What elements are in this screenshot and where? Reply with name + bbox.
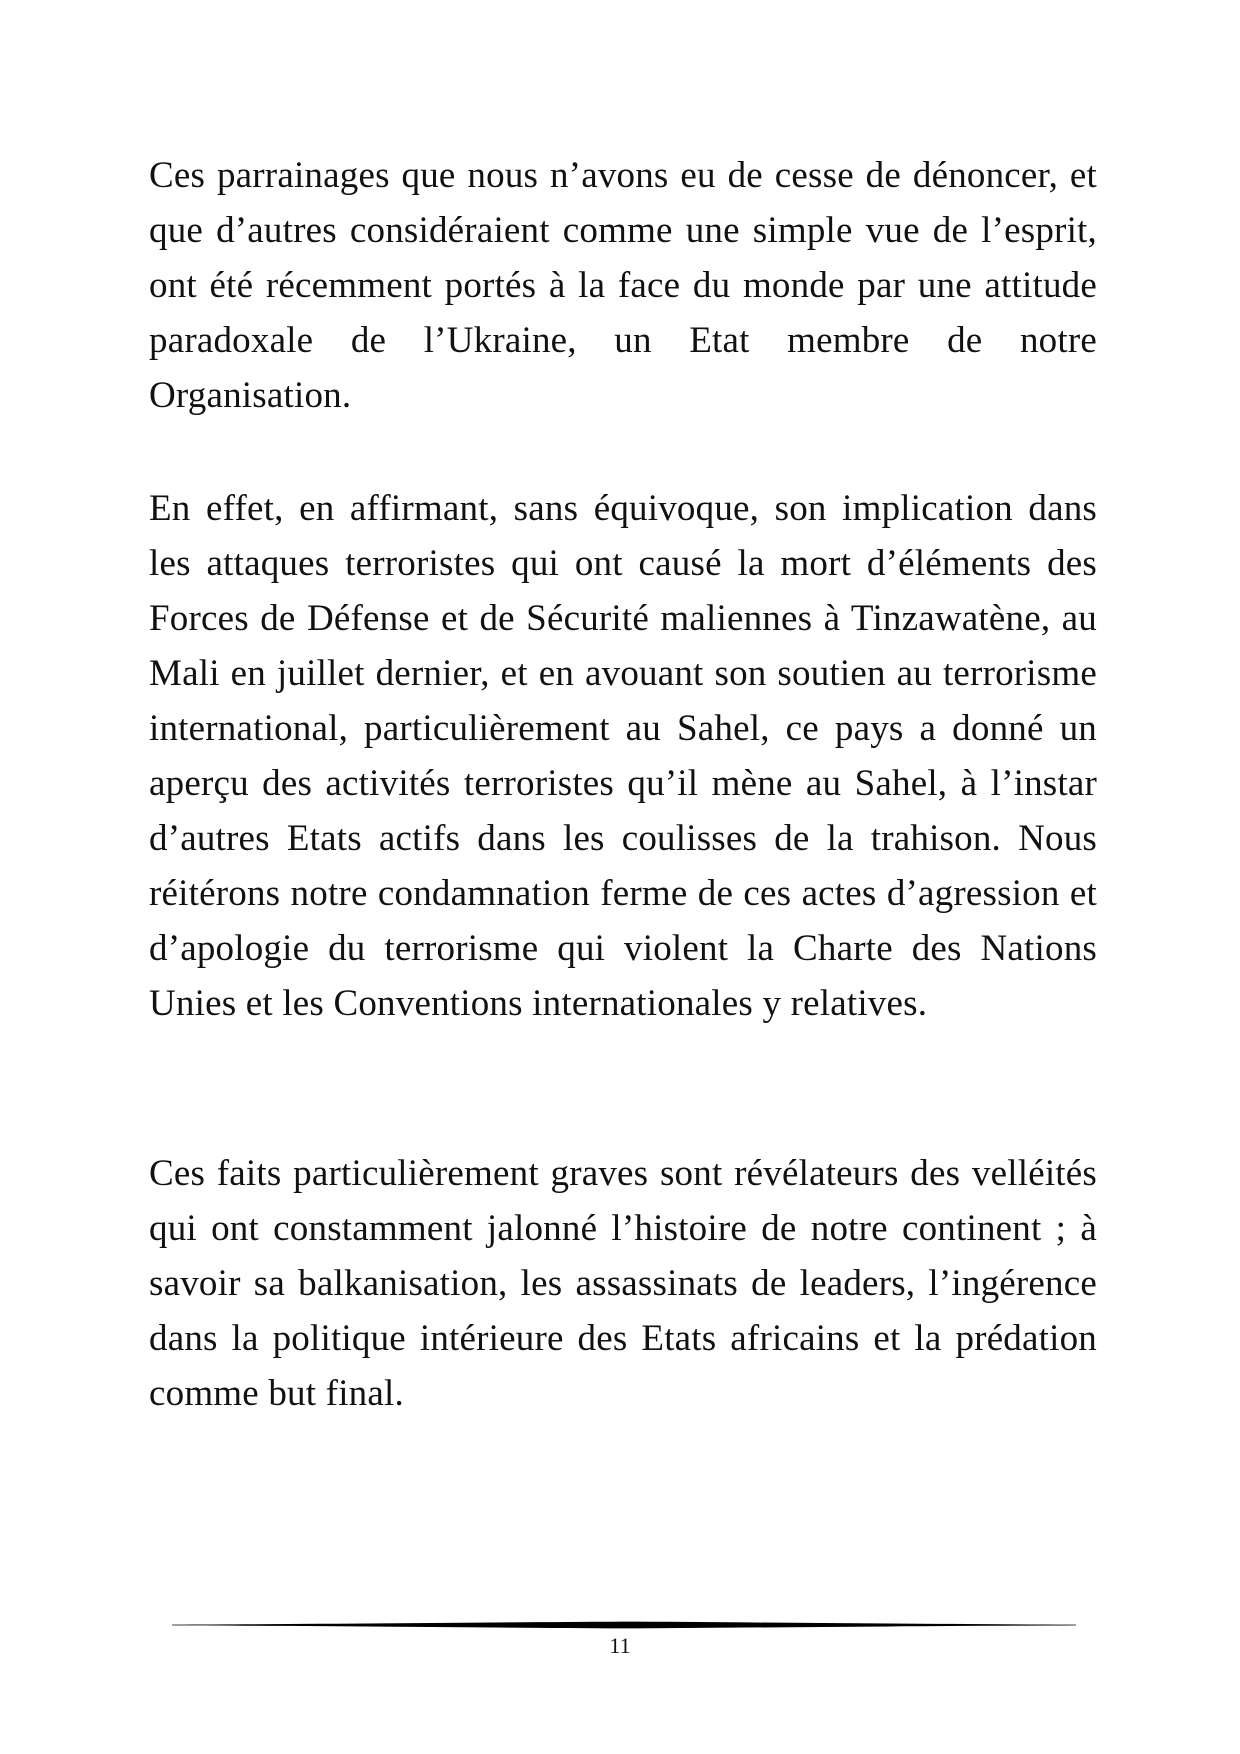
page-number: 11 xyxy=(609,1633,631,1658)
paragraph-serious-facts: Ces faits particulièrement graves sont révélateurs des velléités qui ont constamment jalonné l’histoire de notre continent ; à savoir sa balkanisation, les assassinats de leaders, l’ingérence dans la politique intérieure des Etats africains et la prédation comme but final. xyxy=(149,1153,1097,1414)
paragraph-ukraine-involvement: En effet, en affirmant, sans équivoque, son implication dans les attaques terroristes qui ont causé la mort d’éléments des Forces de Défense et de Sécurité maliennes à Tinzawatène, au Mali en juillet dernier, et en avouant son soutien au terrorisme international, particulièrement au Sahel, ce pays a donné un aperçu des activités terroristes qu’il mène au Sahel, à l’instar d’autres Etats actifs dans les coulisses de la trahison. Nous réitérons notre condamnation ferme de ces actes d’agression et d’apologie du terrorisme qui violent la Charte des Nations Unies et les Conventions internationales y relatives. xyxy=(149,488,1097,1024)
footer-divider xyxy=(172,1621,1076,1629)
paragraph-sponsorships: Ces parrainages que nous n’avons eu de cesse de dénoncer, et que d’autres considéraient comme une simple vue de l’esprit, ont été récemment portés à la face du monde par une attitude paradoxale de l’Ukraine, un Etat membre de notre Organisation. xyxy=(149,155,1097,416)
